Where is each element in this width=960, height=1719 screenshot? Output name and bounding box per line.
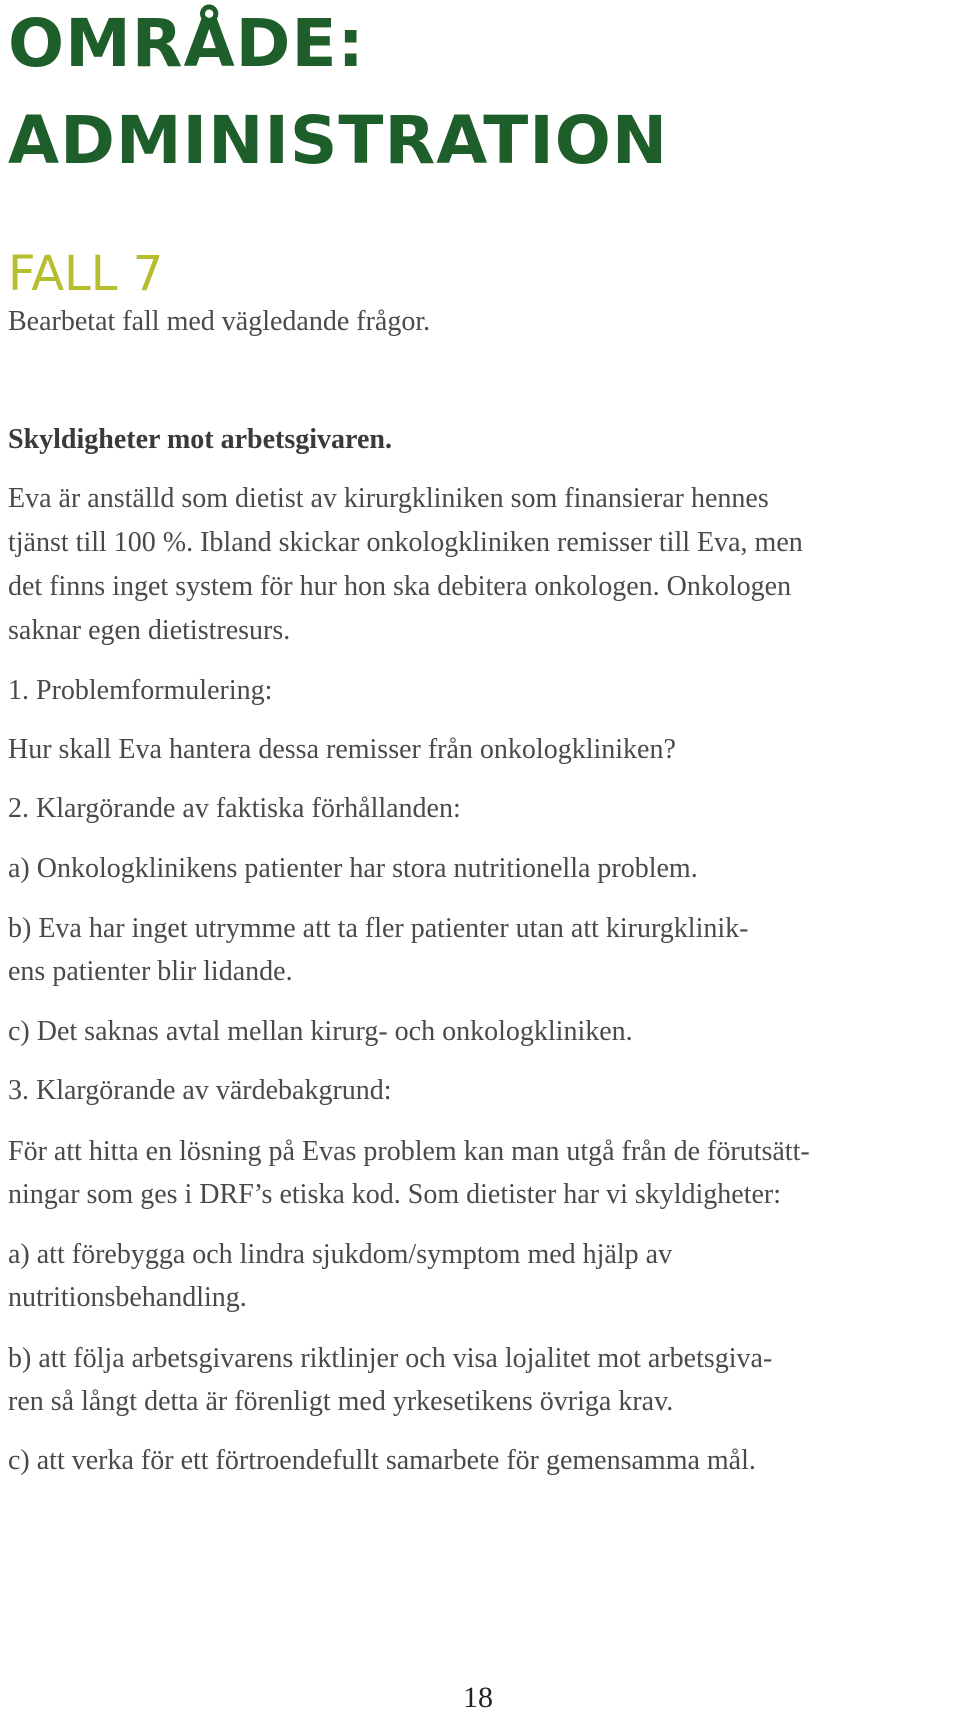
q3-item-b-line: ren så långt detta är förenligt med yrkesetikens övriga krav. [8, 1386, 674, 1417]
q3-intro-line: För att hitta en lösning på Evas problem kan man utgå från de förutsätt- [8, 1136, 810, 1167]
intro-line: tjänst till 100 %. Ibland skickar onkologkliniken remisser till Eva, men [8, 527, 803, 558]
q2-item-c: c) Det saknas avtal mellan kirurg- och onkologkliniken. [8, 1016, 633, 1047]
q3-item-a-line: a) att förebygga och lindra sjukdom/symptom med hjälp av [8, 1239, 673, 1270]
q2-label: 2. Klargörande av faktiska förhållanden: [8, 793, 461, 824]
intro-line: det finns inget system för hur hon ska debitera onkologen. Onkologen [8, 571, 792, 602]
area-heading-line2: ADMINISTRATION [8, 102, 669, 179]
area-heading-line1: OMRÅDE: [8, 5, 365, 82]
q1-text: Hur skall Eva hantera dessa remisser från onkologkliniken? [8, 734, 676, 765]
q3-item-b-line: b) att följa arbetsgivarens riktlinjer och visa lojalitet mot arbetsgiva- [8, 1343, 773, 1374]
subtitle: Bearbetat fall med vägledande frågor. [8, 306, 431, 337]
page-number: 18 [463, 1681, 493, 1714]
q3-item-a-line: nutritionsbehandling. [8, 1282, 247, 1313]
q2-item-b-line: b) Eva har inget utrymme att ta fler patienter utan att kirurgklinik- [8, 913, 749, 944]
intro-line: saknar egen dietistresurs. [8, 615, 291, 646]
q2-item-b-line: ens patienter blir lidande. [8, 956, 293, 987]
section-heading: Skyldigheter mot arbetsgivaren. [8, 424, 392, 455]
case-title: FALL 7 [8, 246, 164, 302]
q1-label: 1. Problemformulering: [8, 675, 273, 706]
q3-label: 3. Klargörande av värdebakgrund: [8, 1075, 392, 1106]
q3-intro-line: ningar som ges i DRF’s etiska kod. Som dietister har vi skyldigheter: [8, 1179, 782, 1210]
q3-item-c: c) att verka för ett förtroendefullt samarbete för gemensamma mål. [8, 1445, 756, 1476]
intro-line: Eva är anställd som dietist av kirurgkliniken som finansierar hennes [8, 483, 769, 514]
q2-item-a: a) Onkologklinikens patienter har stora nutritionella problem. [8, 853, 698, 884]
